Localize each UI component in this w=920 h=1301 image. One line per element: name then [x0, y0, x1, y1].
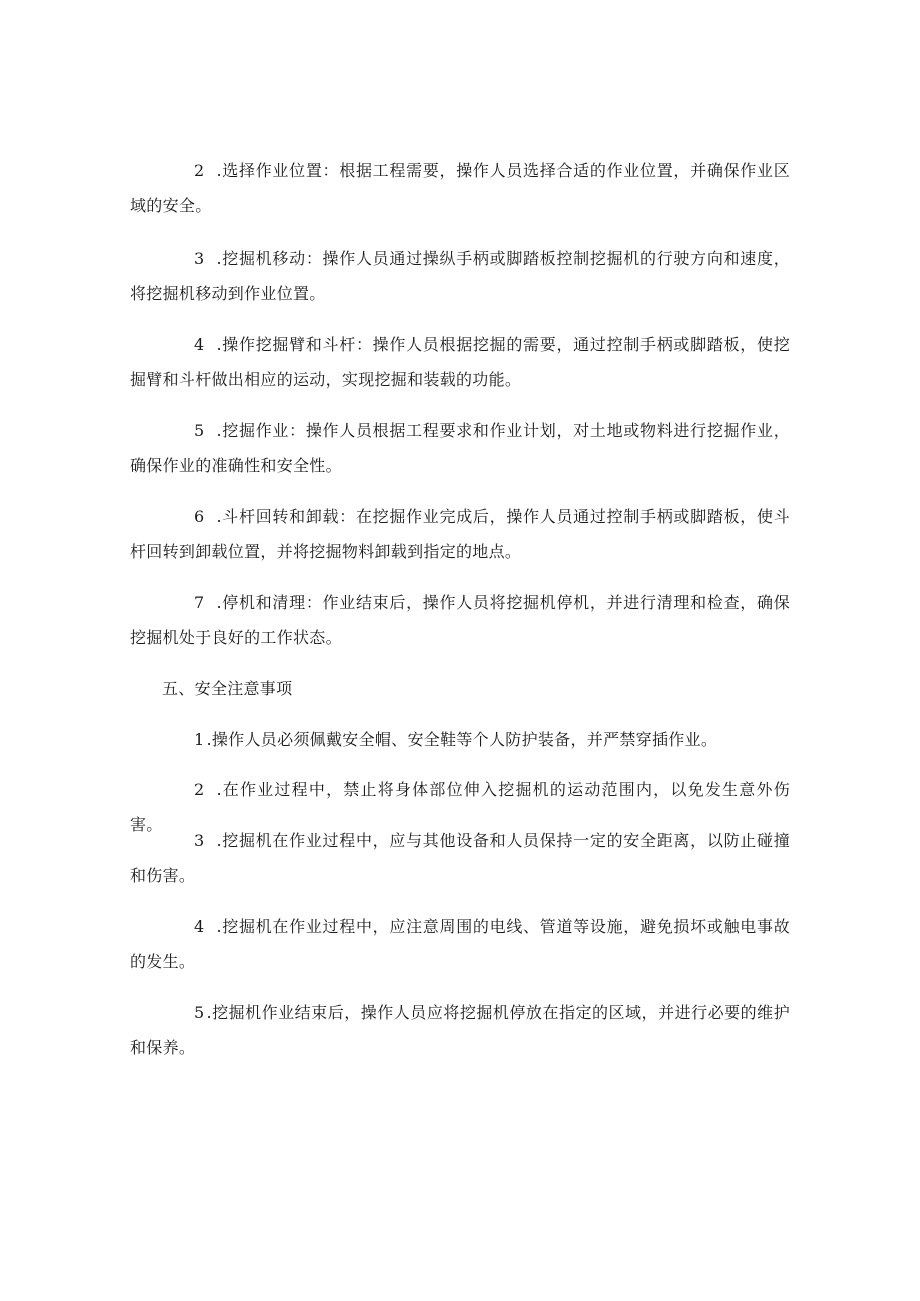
step-paragraph: [130, 327, 790, 397]
step-paragraph: [130, 153, 790, 223]
step-paragraph: [130, 413, 790, 483]
step-paragraph: [130, 499, 790, 569]
step-number: 4: [194, 335, 205, 354]
step-number: 6: [194, 507, 205, 526]
step-text: .操作挖掘臂和斗杆：操作人员根据挖掘的需要，通过控制手柄或脚踏板，使挖掘臂和斗杆做出相应的运动，实现挖掘和装载的功能。: [130, 335, 790, 389]
safety-paragraph: [130, 722, 790, 757]
step-number: 7: [194, 593, 205, 612]
safety-paragraph: [130, 909, 790, 979]
section-heading: 五、安全注意事项: [162, 679, 293, 698]
safety-number: 5: [194, 1003, 205, 1022]
step-number: 3: [194, 249, 205, 268]
step-number: 5: [194, 421, 205, 440]
step-text: .挖掘机移动：操作人员通过操纵手柄或脚踏板控制挖掘机的行驶方向和速度，将挖掘机移动到作业位置。: [130, 249, 790, 303]
safety-number: 1: [194, 730, 205, 749]
safety-paragraph: [130, 823, 790, 893]
safety-text: .挖掘机在作业过程中，应与其他设备和人员保持一定的安全距离，以防止碰撞和伤害。: [130, 831, 790, 885]
step-paragraph: [130, 585, 790, 655]
step-text: .斗杆回转和卸载：在挖掘作业完成后，操作人员通过控制手柄或脚踏板，使斗杆回转到卸载位置，并将挖掘物料卸载到指定的地点。: [130, 507, 790, 561]
step-paragraph: [130, 241, 790, 311]
safety-text: .挖掘机作业结束后，操作人员应将挖掘机停放在指定的区域，并进行必要的维护和保养。: [130, 1003, 790, 1057]
safety-number: 4: [194, 917, 205, 936]
step-text: .选择作业位置：根据工程需要，操作人员选择合适的作业位置，并确保作业区域的安全。: [130, 161, 790, 215]
safety-text: .操作人员必须佩戴安全帽、安全鞋等个人防护装备，并严禁穿插作业。: [206, 730, 718, 749]
safety-number: 2: [194, 780, 205, 799]
step-text: .挖掘作业：操作人员根据工程要求和作业计划，对土地或物料进行挖掘作业，确保作业的准确性和安全性。: [130, 421, 790, 475]
safety-text: .挖掘机在作业过程中，应注意周围的电线、管道等设施，避免损坏或触电事故的发生。: [130, 917, 790, 971]
step-number: 2: [194, 161, 205, 180]
step-text: .停机和清理：作业结束后，操作人员将挖掘机停机，并进行清理和检查，确保挖掘机处于良好的工作状态。: [130, 593, 790, 647]
safety-paragraph: [130, 995, 790, 1065]
safety-text: .在作业过程中，禁止将身体部位伸入挖掘机的运动范围内，以免发生意外伤害。: [130, 780, 790, 834]
safety-number: 3: [194, 831, 205, 850]
